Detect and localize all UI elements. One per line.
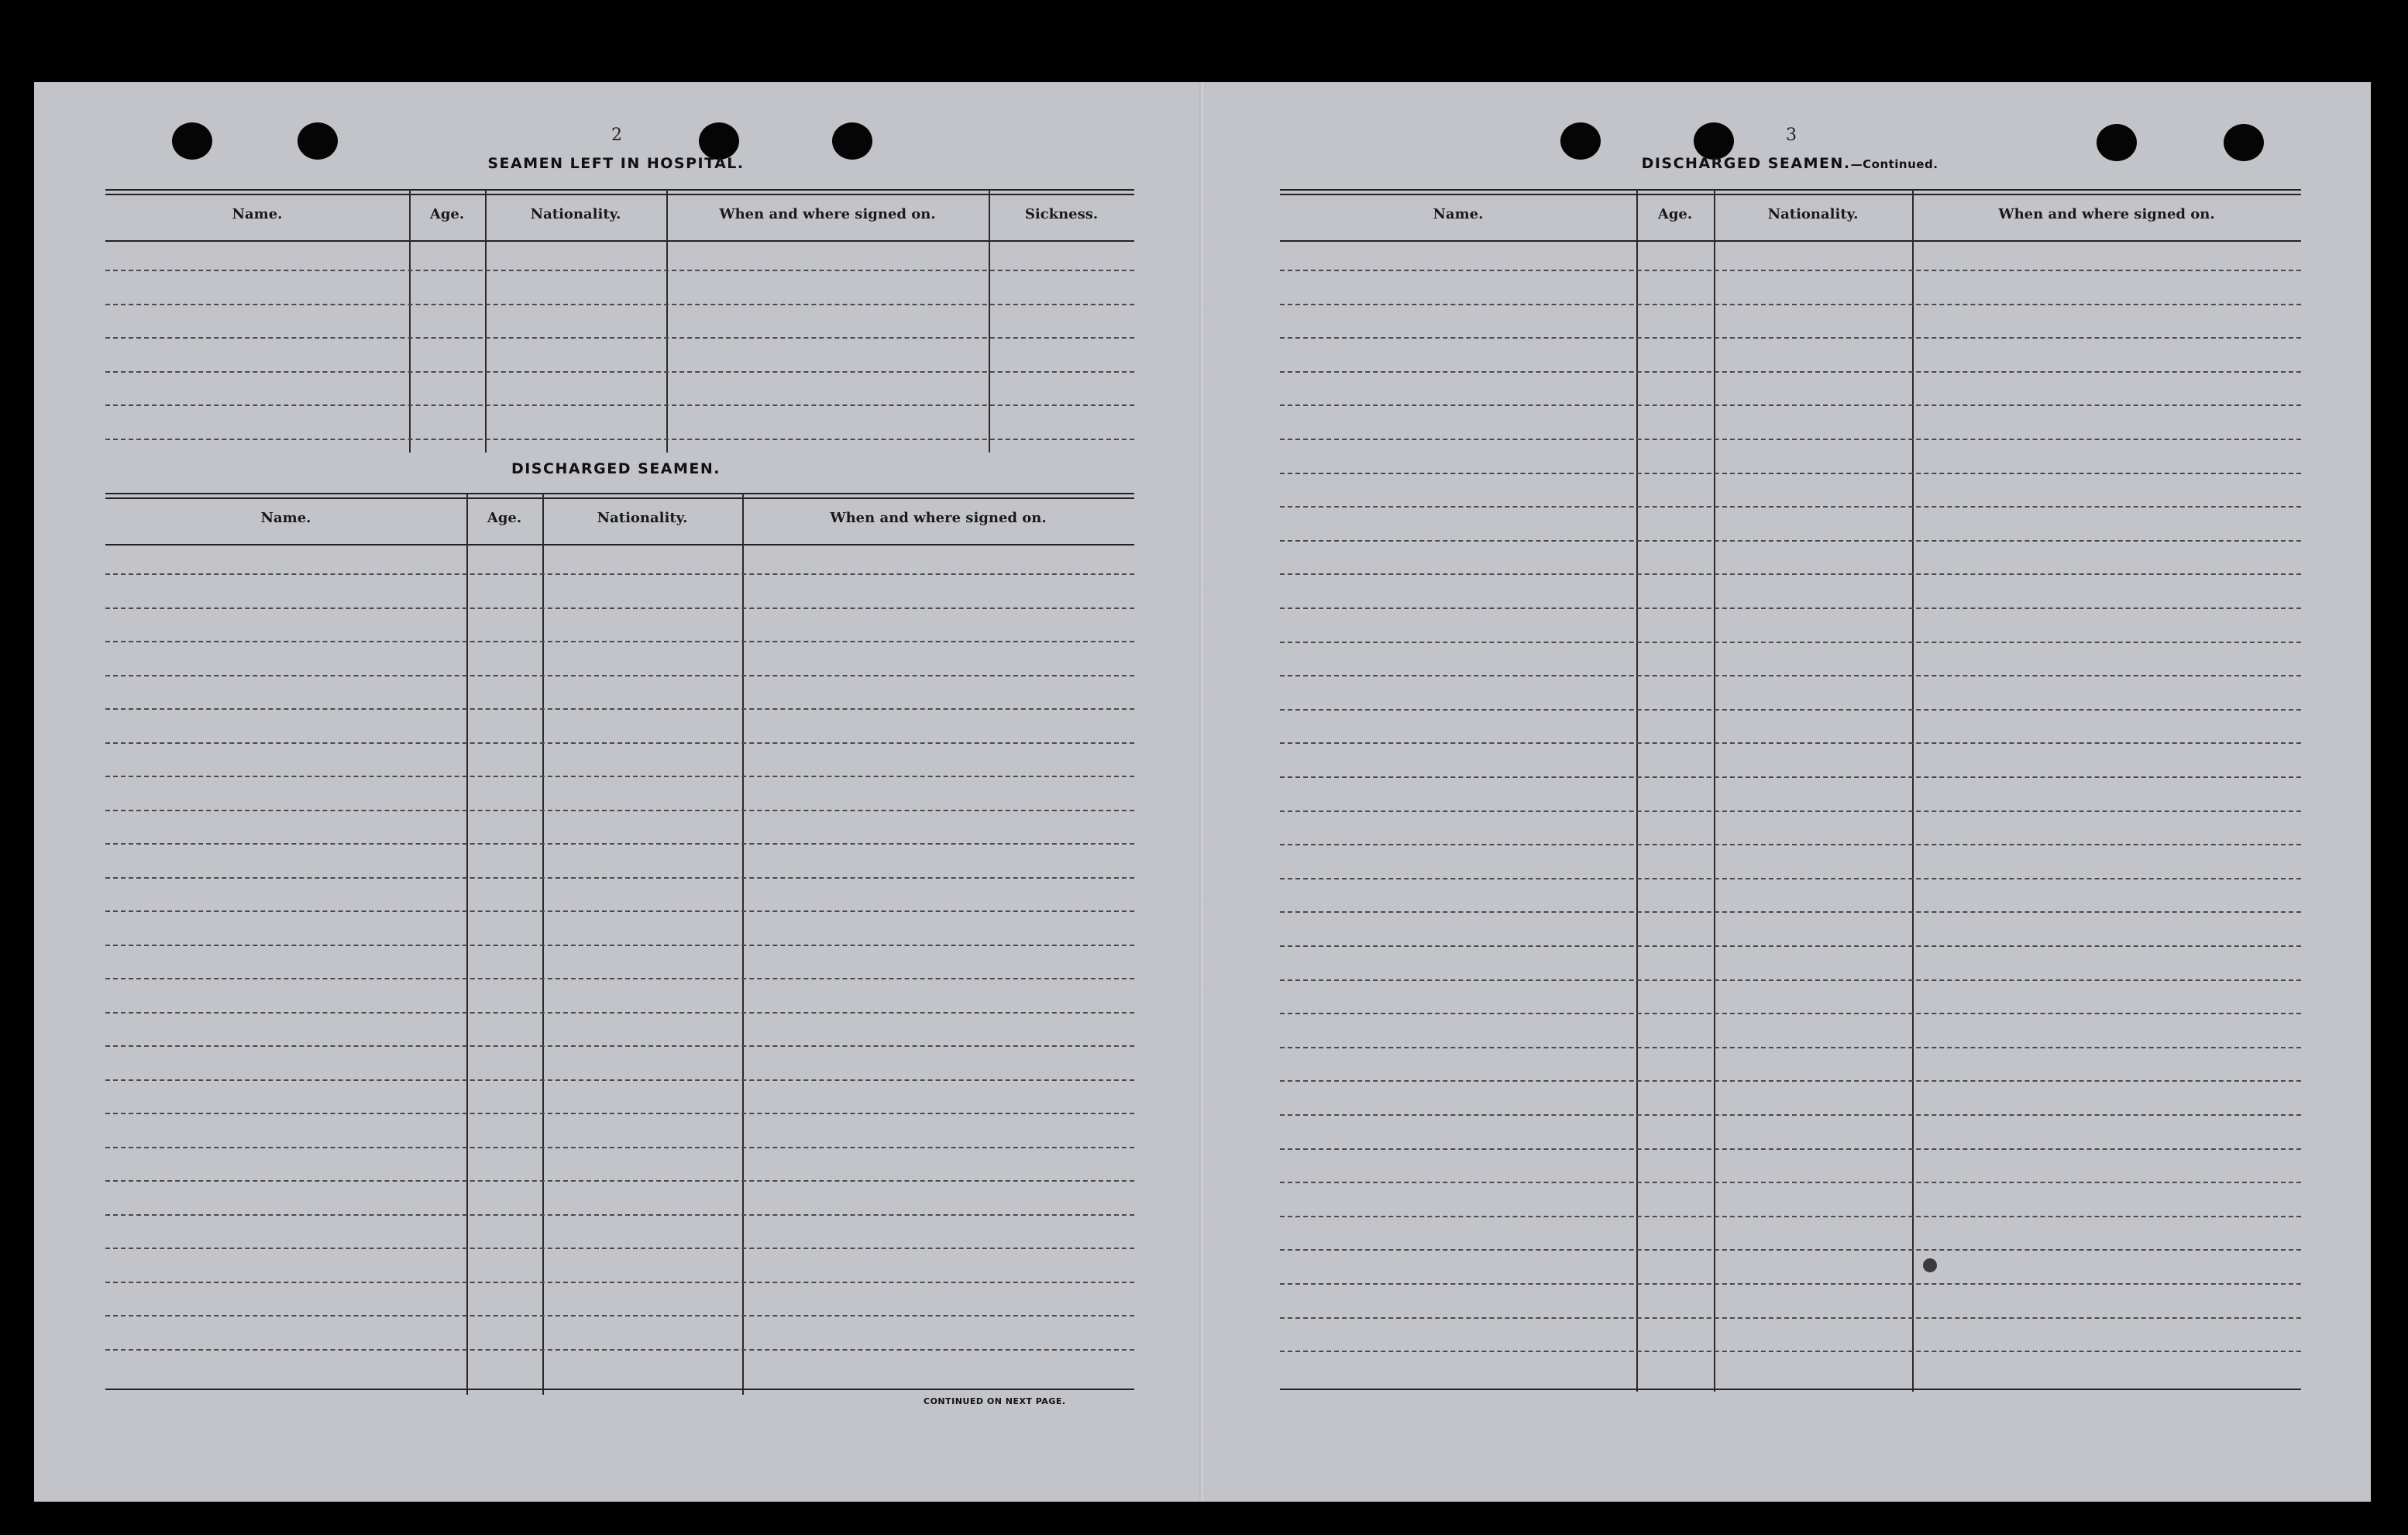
ruled-line bbox=[105, 1012, 1134, 1014]
ruled-line bbox=[1280, 1351, 2301, 1352]
ruled-line bbox=[105, 978, 1134, 979]
ruled-line bbox=[105, 1079, 1134, 1081]
column-header-age: Age. bbox=[429, 206, 465, 222]
punch-hole bbox=[172, 122, 212, 160]
ruled-line bbox=[105, 810, 1134, 811]
punch-hole bbox=[699, 122, 739, 160]
ruled-line bbox=[1280, 1047, 2301, 1048]
ruled-line bbox=[1280, 270, 2301, 271]
punch-hole bbox=[832, 122, 872, 160]
ruled-line bbox=[1280, 1283, 2301, 1285]
ruled-line bbox=[105, 371, 1134, 373]
ruled-line bbox=[105, 843, 1134, 845]
ruled-line bbox=[1280, 1182, 2301, 1183]
ruled-line bbox=[105, 439, 1134, 440]
ruled-line bbox=[1280, 404, 2301, 406]
continued-footer: CONTINUED ON NEXT PAGE. bbox=[924, 1396, 1066, 1406]
ruled-line bbox=[1280, 1216, 2301, 1217]
ruled-line bbox=[1280, 1013, 2301, 1014]
ruled-line bbox=[105, 573, 1134, 575]
ruled-line bbox=[1280, 742, 2301, 744]
ruled-line bbox=[105, 945, 1134, 946]
ruled-line bbox=[1280, 304, 2301, 305]
ruled-line bbox=[1280, 1080, 2301, 1082]
ruled-line bbox=[1280, 945, 2301, 947]
section-title-discharged-continued bbox=[1581, 155, 1999, 172]
column-header-nationality: Nationality. bbox=[1767, 206, 1859, 222]
ruled-line bbox=[105, 910, 1134, 912]
ruled-line bbox=[1280, 878, 2301, 879]
column-header-sickness: Sickness. bbox=[1024, 206, 1099, 222]
ruled-line bbox=[105, 776, 1134, 777]
punch-hole bbox=[2224, 124, 2264, 161]
ruled-line bbox=[105, 1045, 1134, 1047]
ruled-line bbox=[1280, 439, 2301, 440]
ruled-line bbox=[1280, 642, 2301, 643]
hospital-table bbox=[105, 189, 1134, 453]
column-header-name: Name. bbox=[232, 206, 283, 222]
ruled-line bbox=[1280, 1317, 2301, 1319]
ruled-line bbox=[1280, 776, 2301, 778]
ruled-line bbox=[1280, 709, 2301, 711]
ruled-line bbox=[105, 877, 1134, 879]
ruled-line bbox=[105, 708, 1134, 710]
column-header-when-where: When and where signed on. bbox=[830, 510, 1047, 526]
ruled-line bbox=[105, 675, 1134, 676]
punch-hole bbox=[2097, 124, 2137, 161]
ruled-line bbox=[105, 1282, 1134, 1283]
column-header-name: Name. bbox=[260, 510, 311, 526]
ruled-line bbox=[1280, 811, 2301, 812]
page-fold bbox=[1199, 82, 1206, 1502]
ruled-line bbox=[1280, 675, 2301, 676]
column-header-when-where: When and where signed on. bbox=[1998, 206, 2215, 222]
punch-hole bbox=[1694, 122, 1734, 160]
ruled-line bbox=[105, 1113, 1134, 1114]
ruled-line bbox=[1280, 371, 2301, 373]
ruled-line bbox=[105, 1315, 1134, 1316]
ruled-line bbox=[1280, 473, 2301, 474]
ruled-line bbox=[1280, 1249, 2301, 1251]
section-title-discharged: DISCHARGED SEAMEN. bbox=[511, 460, 721, 477]
punch-hole bbox=[298, 122, 338, 160]
column-header-when-where: When and where signed on. bbox=[719, 206, 936, 222]
ruled-line bbox=[1280, 1114, 2301, 1116]
column-header-name: Name. bbox=[1433, 206, 1484, 222]
ruled-line bbox=[105, 607, 1134, 609]
ruled-line bbox=[105, 1349, 1134, 1351]
ruled-line bbox=[105, 641, 1134, 642]
ruled-line bbox=[105, 304, 1134, 305]
column-header-nationality: Nationality. bbox=[597, 510, 688, 526]
ruled-line bbox=[1280, 1148, 2301, 1150]
ruled-line bbox=[105, 742, 1134, 744]
ruled-line bbox=[1280, 573, 2301, 575]
discharged-continued-table bbox=[1280, 189, 2301, 1392]
punch-hole bbox=[1560, 122, 1601, 160]
ruled-line bbox=[105, 337, 1134, 339]
ruled-line bbox=[1280, 844, 2301, 845]
column-header-age: Age. bbox=[1657, 206, 1693, 222]
column-header-nationality: Nationality. bbox=[530, 206, 621, 222]
ruled-line bbox=[1280, 911, 2301, 913]
ruled-line bbox=[105, 1147, 1134, 1148]
page-number: 3 bbox=[1786, 126, 1797, 145]
ruled-line bbox=[105, 1248, 1134, 1249]
section-title-text: DISCHARGED SEAMEN. bbox=[1641, 155, 1851, 172]
ruled-line bbox=[1280, 979, 2301, 981]
discharged-table bbox=[105, 493, 1134, 1392]
ruled-line bbox=[1280, 506, 2301, 508]
ruled-line bbox=[105, 1180, 1134, 1182]
ruled-line bbox=[105, 270, 1134, 271]
ruled-line bbox=[105, 404, 1134, 406]
column-header-age: Age. bbox=[487, 510, 522, 526]
page-number: 2 bbox=[611, 126, 622, 145]
ruled-line bbox=[1280, 540, 2301, 542]
section-title-hospital: SEAMEN LEFT IN HOSPITAL. bbox=[487, 155, 745, 172]
ruled-line bbox=[1280, 607, 2301, 609]
ruled-line bbox=[105, 1214, 1134, 1216]
ruled-line bbox=[1280, 337, 2301, 339]
section-title-suffix: —Continued. bbox=[1850, 157, 1938, 171]
